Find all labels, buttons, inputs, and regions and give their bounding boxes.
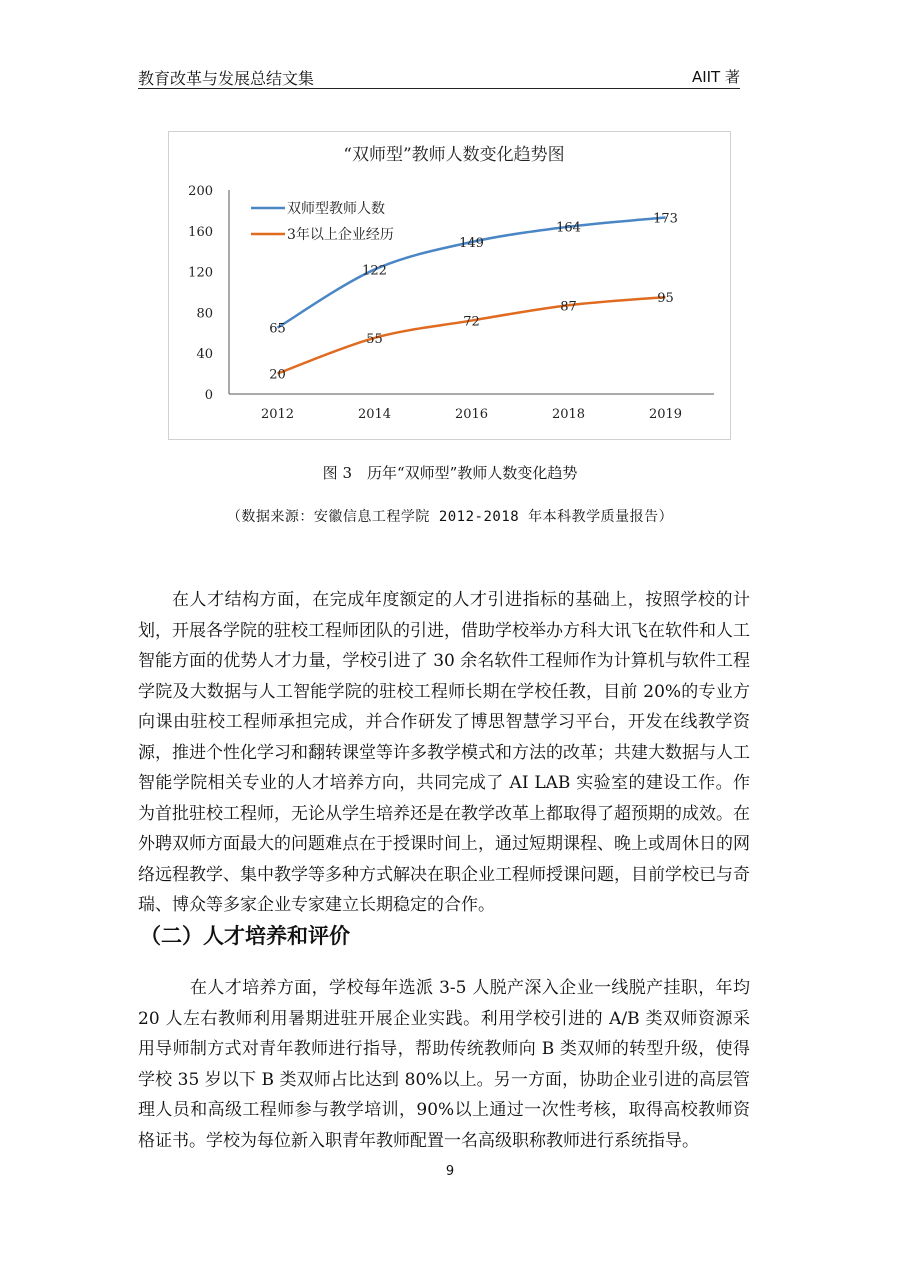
series-line-2 (278, 297, 666, 374)
x-tick-label: 2016 (454, 407, 489, 422)
data-label: 164 (556, 220, 581, 236)
trend-chart (168, 131, 731, 440)
header-author: AIIT 著 (691, 68, 740, 86)
paragraph-talent-training: 在人才培养方面，学校每年选派 3-5 人脱产深入企业一线脱产挂职，年均 20 人左右教师利用暑期进驻开展企业实践。利用学校引进的 A/B 类双师资源采用导师制方式对青年教师进行指导，帮助传统教师向 B 类双师的转型升级，使得学校 35 岁以下 B 类双师占比达到 80%以上。另一方面，协助企业引进的高层管理人员和高级工程师参与教学培训，90%以上通过一次性考核，取得高校教师资格证书。学校为每位新入职青年教师配置一名高级职称教师进行系统指导。 (138, 978, 750, 1151)
page-header (138, 66, 740, 89)
data-label: 122 (362, 263, 387, 279)
data-source-note: （数据来源：安徽信息工程学院 2012-2018 年本科教学质量报告） (226, 509, 674, 525)
data-label: 20 (269, 367, 286, 383)
chart-canvas (169, 132, 730, 439)
figure-caption: 图 3 历年“双师型”教师人数变化趋势 (322, 464, 578, 482)
chart-title: “双师型”教师人数变化趋势图 (343, 145, 565, 165)
data-label: 95 (657, 291, 674, 307)
header-title: 教育改革与发展总结文集 (138, 69, 315, 88)
y-tick-label: 120 (188, 265, 213, 281)
y-tick-label: 160 (188, 224, 213, 240)
y-tick-label: 0 (204, 388, 213, 403)
legend-label-2: 3年以上企业经历 (287, 227, 394, 243)
x-tick-label: 2019 (648, 407, 683, 422)
data-label: 72 (463, 314, 480, 330)
data-label: 173 (653, 211, 678, 227)
x-tick-label: 2018 (551, 407, 586, 422)
y-tick-label: 80 (196, 306, 213, 322)
data-label: 55 (366, 331, 383, 347)
paragraph-talent-structure: 在人才结构方面，在完成年度额定的人才引进指标的基础上，按照学校的计划，开展各学院的驻校工程师团队的引进，借助学校举办方科大讯飞在软件和人工智能方面的优势人才力量，学校引进了 30 余名软件工程师作为计算机与软件工程学院及大数据与人工智能学院的驻校工程师长期在学校任教，目前 20%的专业方向课由驻校工程师承担完成，并合作研发了博思智慧学习平台，开发在线教学资源，推进个性化学习和翻转课堂等许多教学模式和方法的改革；共建大数据与人工智能学院相关专业的人才培养方向，共同完成了 AI LAB 实验室的建设工作。作为首批驻校工程师，无论从学生培养还是在教学改革上都取得了超预期的成效。在外聘双师方面最大的问题难点在于授课时间上，通过短期课程、晚上或周休日的网络远程教学、集中教学等多种方式解决在职企业工程师授课问题，目前学校已与奇瑞、博众等多家企业专家建立长期稳定的合作。 (138, 590, 750, 915)
data-label: 87 (560, 299, 577, 315)
y-tick-label: 40 (196, 347, 213, 363)
x-tick-label: 2012 (260, 407, 295, 422)
data-label: 149 (459, 236, 484, 252)
x-tick-label: 2014 (357, 407, 392, 422)
page-number: 9 (445, 1164, 455, 1179)
section-title: （二）人才培养和评价 (140, 924, 350, 948)
y-tick-label: 200 (188, 184, 213, 199)
legend-label-1: 双师型教师人数 (287, 201, 385, 217)
data-label: 65 (269, 321, 286, 337)
